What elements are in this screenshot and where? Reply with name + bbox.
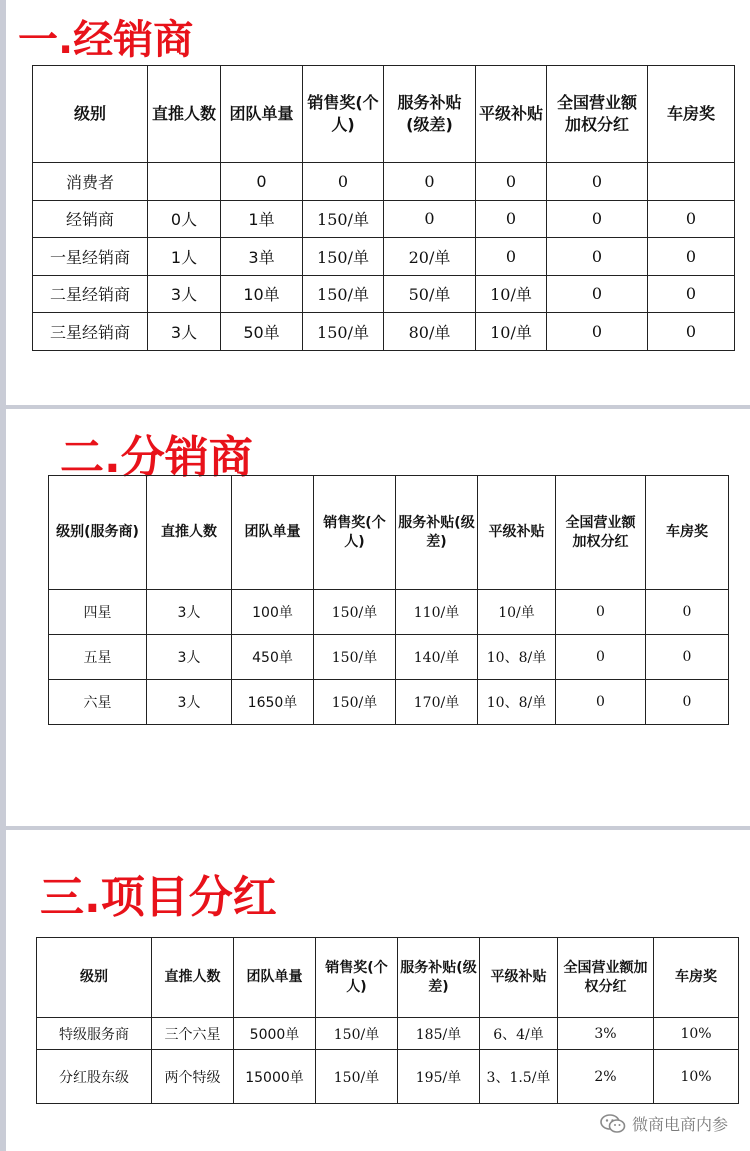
- table-cell: 两个特级: [152, 1050, 234, 1104]
- dividend-table: [36, 937, 739, 1104]
- table-cell: 0: [476, 163, 547, 201]
- table-cell: 3人: [148, 313, 221, 351]
- table-cell: 150/单: [314, 635, 396, 680]
- table-cell: 0: [556, 635, 646, 680]
- table-cell: 三个六星: [152, 1018, 234, 1050]
- col-header: 销售奖(个人): [303, 66, 384, 163]
- table-cell: 0: [648, 238, 735, 276]
- table-cell: 10%: [654, 1018, 739, 1050]
- table-cell: 10/单: [476, 275, 547, 313]
- table-cell: 20/单: [384, 238, 476, 276]
- level-cell: 分红股东级: [37, 1050, 152, 1104]
- table-cell: 3人: [147, 590, 232, 635]
- table-cell: 0: [646, 680, 729, 725]
- sub-distributor-table: [48, 475, 729, 725]
- table-cell: 0: [648, 200, 735, 238]
- level-cell: 三星经销商: [33, 313, 148, 351]
- col-header: 服务补贴(级差): [384, 66, 476, 163]
- table-row: [49, 680, 729, 725]
- section-title: 二.分销商: [60, 432, 253, 483]
- table-cell: [148, 163, 221, 201]
- col-header: 团队单量: [221, 66, 303, 163]
- col-header: 团队单量: [232, 476, 314, 590]
- table-row: [33, 238, 735, 276]
- table-cell: 1人: [148, 238, 221, 276]
- table-cell: 0: [648, 313, 735, 351]
- col-header: 级别: [33, 66, 148, 163]
- table-cell: 1单: [221, 200, 303, 238]
- table-cell: 150/单: [303, 238, 384, 276]
- col-header: 直推人数: [147, 476, 232, 590]
- table-cell: 150/单: [303, 200, 384, 238]
- level-cell: 消费者: [33, 163, 148, 201]
- table-cell: 3人: [147, 635, 232, 680]
- table-cell: 0: [547, 313, 648, 351]
- table-row: [33, 163, 735, 201]
- table-cell: 50/单: [384, 275, 476, 313]
- table-cell: 0: [547, 275, 648, 313]
- col-header: 服务补贴(级差): [398, 938, 480, 1018]
- header-row: [37, 938, 739, 1018]
- table-cell: 450单: [232, 635, 314, 680]
- col-header: 团队单量: [234, 938, 316, 1018]
- table-cell: 0人: [148, 200, 221, 238]
- watermark-text: 微商电商内参: [631, 1115, 728, 1134]
- table-cell: 10/单: [476, 313, 547, 351]
- table-cell: 150/单: [303, 275, 384, 313]
- header-row: [33, 66, 735, 163]
- wechat-icon: [600, 1114, 626, 1134]
- table-cell: 0: [547, 163, 648, 201]
- col-header: 车房奖: [646, 476, 729, 590]
- table-cell: 150/单: [314, 680, 396, 725]
- table-cell: 0: [476, 238, 547, 276]
- table-cell: 0: [547, 200, 648, 238]
- col-header: 服务补贴(级差): [396, 476, 478, 590]
- table-cell: 3人: [148, 275, 221, 313]
- watermark: [600, 1112, 728, 1135]
- table-cell: 10、8/单: [478, 635, 556, 680]
- table-cell: 3%: [558, 1018, 654, 1050]
- table-cell: 3单: [221, 238, 303, 276]
- table-cell: 80/单: [384, 313, 476, 351]
- table-cell: 3、1.5/单: [480, 1050, 558, 1104]
- table-cell: 0: [646, 590, 729, 635]
- table-cell: 150/单: [316, 1050, 398, 1104]
- table-cell: 10/单: [478, 590, 556, 635]
- col-header: 直推人数: [152, 938, 234, 1018]
- table-cell: 150/单: [303, 313, 384, 351]
- level-cell: 四星: [49, 590, 147, 635]
- table-cell: 2%: [558, 1050, 654, 1104]
- level-cell: 六星: [49, 680, 147, 725]
- table-cell: 0: [476, 200, 547, 238]
- table-cell: 6、4/单: [480, 1018, 558, 1050]
- distributor-table: [32, 65, 735, 351]
- table-cell: 0: [646, 635, 729, 680]
- table-cell: 170/单: [396, 680, 478, 725]
- col-header: 全国营业额 加权分红: [547, 66, 648, 163]
- level-cell: 特级服务商: [37, 1018, 152, 1050]
- table-cell: 1650单: [232, 680, 314, 725]
- col-header: 级别: [37, 938, 152, 1018]
- table-row: [33, 275, 735, 313]
- table-row: [49, 590, 729, 635]
- table-row: [33, 200, 735, 238]
- col-header: 直推人数: [148, 66, 221, 163]
- table-cell: 0: [384, 163, 476, 201]
- col-header: 销售奖(个人): [314, 476, 396, 590]
- table-cell: 0: [556, 680, 646, 725]
- table-row: [33, 313, 735, 351]
- table-cell: 150/单: [316, 1018, 398, 1050]
- table-cell: 0: [384, 200, 476, 238]
- table-cell: 0: [547, 238, 648, 276]
- table-cell: 185/单: [398, 1018, 480, 1050]
- section-divider: [0, 826, 750, 830]
- left-gutter: [0, 0, 6, 1151]
- level-cell: 一星经销商: [33, 238, 148, 276]
- level-cell: 经销商: [33, 200, 148, 238]
- level-cell: 五星: [49, 635, 147, 680]
- table-cell: 0: [221, 163, 303, 201]
- col-header: 全国营业额加权分红: [558, 938, 654, 1018]
- table-cell: 3人: [147, 680, 232, 725]
- table-cell: 0: [648, 275, 735, 313]
- table-cell: 0: [556, 590, 646, 635]
- table-cell: 110/单: [396, 590, 478, 635]
- section-divider: [0, 405, 750, 409]
- table-row: [37, 1018, 739, 1050]
- col-header: 全国营业额 加权分红: [556, 476, 646, 590]
- section-title: 一.经销商: [18, 17, 194, 63]
- col-header: 车房奖: [648, 66, 735, 163]
- table-cell: 10、8/单: [478, 680, 556, 725]
- col-header: 销售奖(个人): [316, 938, 398, 1018]
- level-cell: 二星经销商: [33, 275, 148, 313]
- table-cell: 0: [303, 163, 384, 201]
- col-header: 车房奖: [654, 938, 739, 1018]
- table-cell: 15000单: [234, 1050, 316, 1104]
- table-cell: 100单: [232, 590, 314, 635]
- table-cell: 5000单: [234, 1018, 316, 1050]
- col-header: 平级补贴: [476, 66, 547, 163]
- table-cell: 195/单: [398, 1050, 480, 1104]
- section-title: 三.项目分红: [40, 872, 277, 923]
- table-cell: 10单: [221, 275, 303, 313]
- table-cell: 10%: [654, 1050, 739, 1104]
- table-row: [37, 1050, 739, 1104]
- col-header: 级别(服务商): [49, 476, 147, 590]
- table-cell: 140/单: [396, 635, 478, 680]
- table-cell: 50单: [221, 313, 303, 351]
- table-cell: [648, 163, 735, 201]
- col-header: 平级补贴: [478, 476, 556, 590]
- header-row: [49, 476, 729, 590]
- col-header: 平级补贴: [480, 938, 558, 1018]
- table-cell: 150/单: [314, 590, 396, 635]
- table-row: [49, 635, 729, 680]
